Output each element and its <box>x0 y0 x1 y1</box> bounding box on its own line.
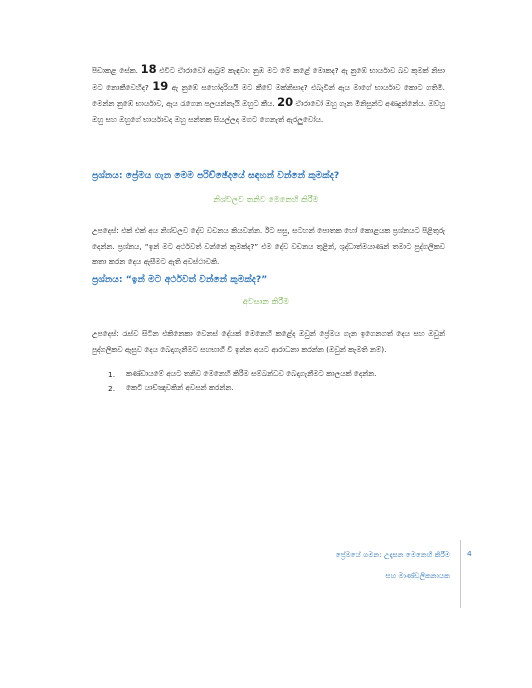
scripture-text: එවිට ඒාරාවෝ ආබ්‍රම් කැඳවා: නුඹ මට මේ කළේ මොකද? ඇ නුඹේ භාර්යාව බව කුමක් නිසා මට නොකීවෙහිද? <box>92 66 445 92</box>
list-item <box>108 367 438 381</box>
scripture-text: පිඩාකළ සේක. <box>92 66 141 75</box>
question-heading: ප්‍රශ්නය: ප්‍රේමය ගැන මෙම පරිච්ඡේදයේ සඳහන් වන්නේ කුමක්ද? <box>92 170 340 181</box>
scripture-paragraph <box>92 62 445 127</box>
list-number: 2. <box>108 383 116 393</box>
verse-number: 18 <box>140 62 157 76</box>
instruction-paragraph: උපදෙස්: එක් එක් අය නිශ්චලව දේව වචනය කියවන්න. ඊට පසු, සටහන් පොතක හෝ කොළයක ප්‍රශ්නයට පිළිතුරු දෙන්න. ප්‍රශ්නය, “ඉන් මට අර්ථවත් වන්නේ කුමක්ද?” එම දේව වචනය තුළින්, ශුද්ධාත්මයාණන් තමාට පුද්ගලිකව කතා කරන දෙය ඇසීමට ඇති අවස්ථාවකි. <box>92 226 445 266</box>
list-text: කෙටි යාච්ඤාවකින් අවසන් කරන්න. <box>126 383 234 392</box>
list-item <box>108 381 438 395</box>
verse-number: 19 <box>152 78 169 93</box>
footer-subtitle: සහ මාණ්ඩලිකනායක <box>385 571 450 580</box>
list-text: කණ්ඩායමේ අයට තනිව මෙනෙහි කිරීම සම්බන්ධව බෙදාගැනීමට කාලයක් දෙන්න. <box>126 369 377 378</box>
instruction-paragraph: උපදෙස්: රැස්ව සිටින එකිනෙකා වෙනස් දේයක් මෙනෙහි කළේද ඔවුන් ප්‍රේමය ගැන ඉගෙනගත් දෙය සහ ඔවුන් පුද්ගලිකව ඇසුව දෙය බෙදාගැනීමට සහභාගී වී ඉන්න අයට ආරාධනා කරන්න (ඔවුන් කැමති නම්). <box>92 329 445 354</box>
numbered-list <box>108 367 438 395</box>
scripture-text: ඒාරාවෝ ඔහු ගැන මිනිසුන්ට අණදුන්නේය. ඔව්හු ඔහු සහ ඔහුගේ භාර්යාවද ඔහු සන්තක සියල්ලද මගට ගෙනැත් ඇරලුවෝය. <box>92 99 445 124</box>
footer-divider <box>460 540 461 608</box>
footer-title: ප්‍රේමයේ ගමන: උදෑසන මෙනෙහි කිරීම <box>335 550 450 559</box>
question-heading: ප්‍රශ්නය: “ඉන් මට අර්ථවත් වන්නේ කුමක්ද?” <box>92 274 268 285</box>
section-subheading: නිශ්චලව තනිව මෙනෙහි කිරීම <box>213 194 319 204</box>
section-subheading: අවසාන කිරීම <box>242 296 290 306</box>
scripture-text: ඇ නුඹේ සහෝදරියයි මට කීවේ මක්නිසාද? එබැවින් ඇය මාගේ භාර්යාව කොට ගතිමි. මෙන්න නුඹේ භාර්යාව, ඇය රැගෙන පලයන්නැයි ඔහුට කීය. <box>92 82 445 108</box>
verse-number: 20 <box>277 95 294 109</box>
list-number: 1. <box>108 369 116 379</box>
page-number: 4 <box>467 549 472 558</box>
